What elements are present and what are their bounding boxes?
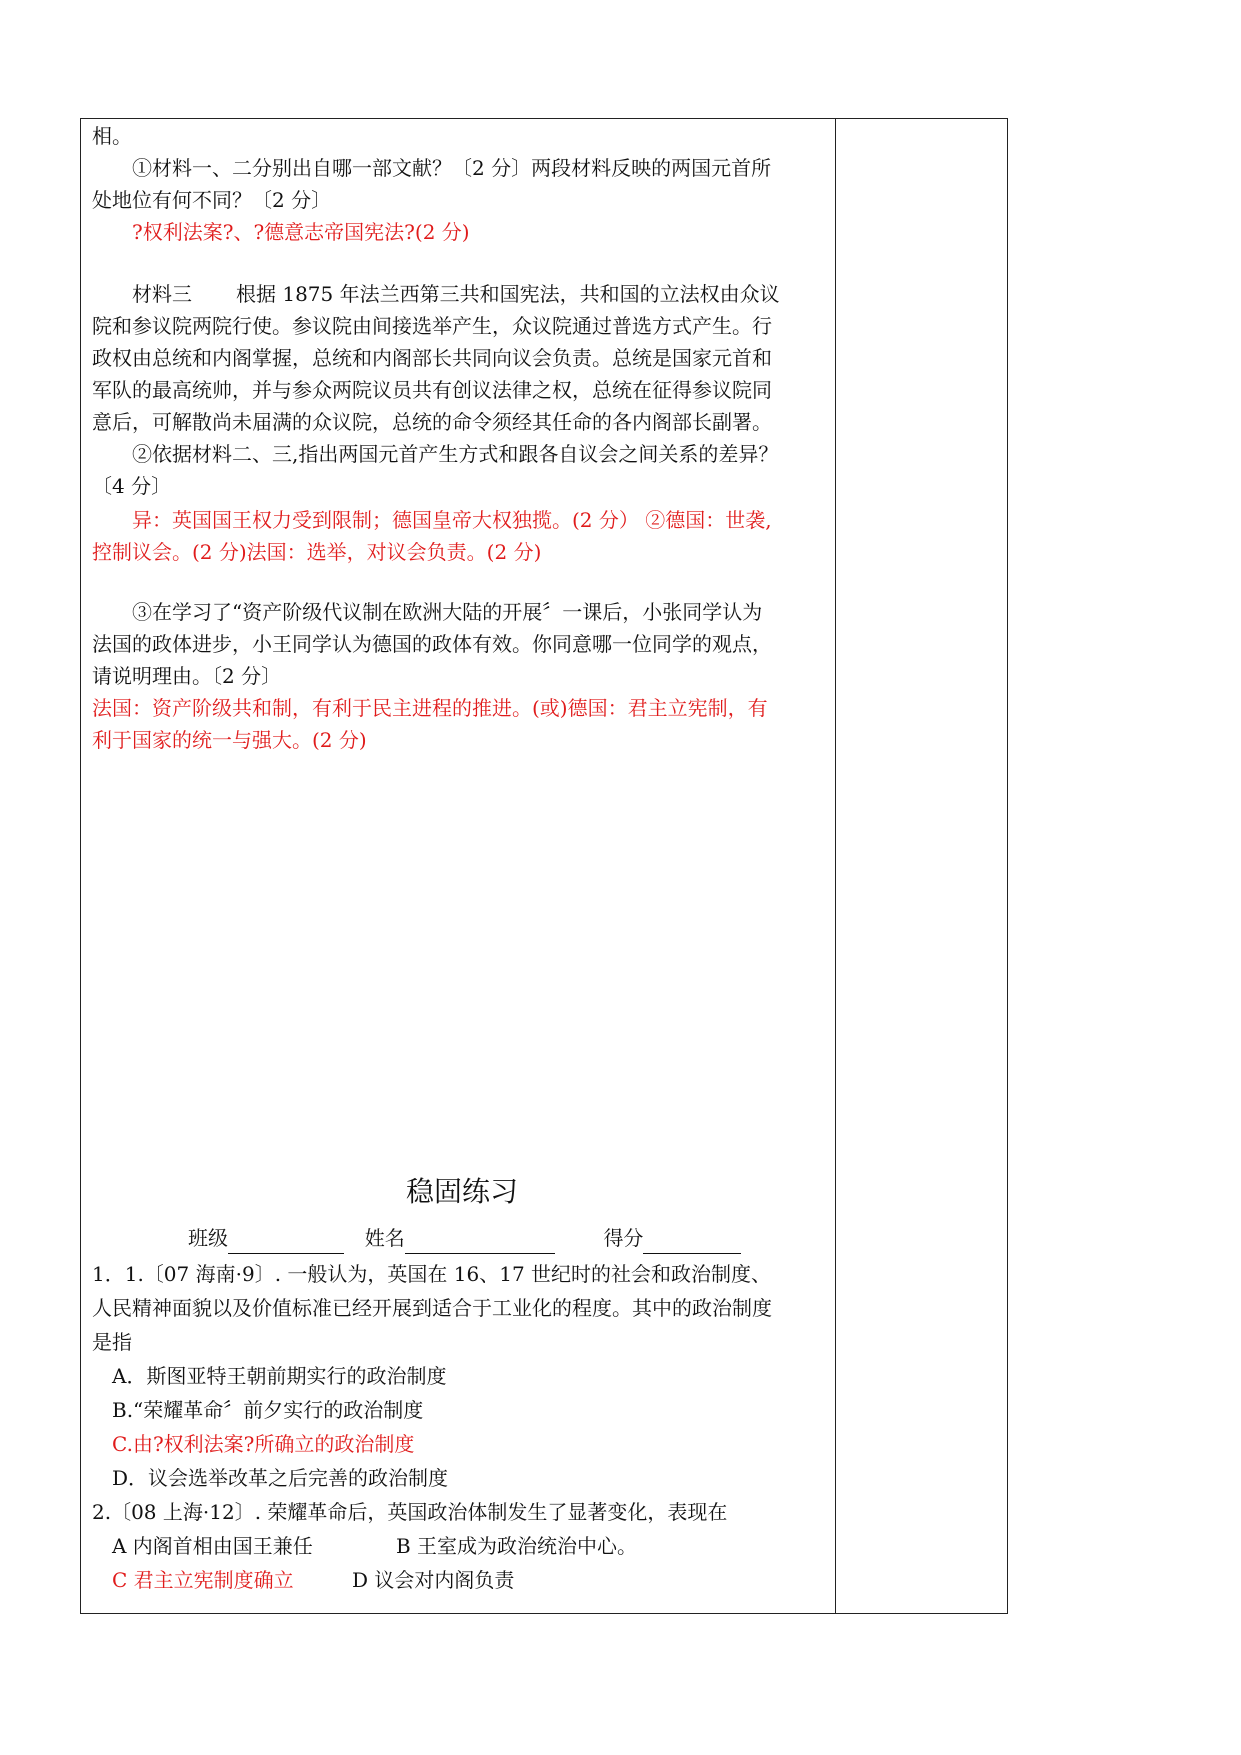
practice-q1-line-3: 是指	[92, 1330, 132, 1354]
name-blank[interactable]	[405, 1231, 555, 1254]
question-3-line-2: 法国的政体进步，小王同学认为德国的政体有效。你同意哪一位同学的观点，	[92, 632, 772, 656]
practice-q2-option-b: B 王室成为政治统治中心。	[396, 1534, 638, 1558]
practice-q1-line-2: 人民精神面貌以及价值标准已经开展到适合于工业化的程度。其中的政治制度	[92, 1296, 772, 1320]
student-info-line	[188, 1222, 741, 1254]
material-3-line-5: 意后，可解散尚未届满的众议院，总统的命令须经其任命的各内阁部长副署。	[92, 410, 772, 434]
material-3-line-2: 院和参议院两院行使。参议院由间接选举产生，众议院通过普选方式产生。行	[92, 314, 772, 338]
material-3-label: 材料三	[132, 282, 192, 306]
class-blank[interactable]	[228, 1231, 344, 1254]
practice-q1-option-d: D．议会选举改革之后完善的政治制度	[112, 1466, 449, 1490]
name-label: 姓名	[364, 1226, 405, 1250]
practice-title: 稳固练习	[405, 1175, 518, 1208]
material-3-line-4: 军队的最高统帅，并与参众两院议员共有创议法律之权，总统在征得参议院同	[92, 378, 772, 402]
practice-q1-line-1: 1．1.〔07 海南·9〕. 一般认为，英国在 16、17 世纪时的社会和政治制度、	[92, 1262, 772, 1286]
material-3-line-1	[132, 278, 780, 310]
question-1-line-2: 处地位有何不同？〔2 分〕	[92, 188, 332, 212]
question-1-line-1: ①材料一、二分别出自哪一部文献？〔2 分〕两段材料反映的两国元首所	[132, 156, 772, 180]
question-3-line-1: ③在学习了“资产阶级代议制在欧洲大陆的开展〞一课后，小张同学认为	[132, 600, 763, 624]
answer-3-line-2: 利于国家的统一与强大。(2 分)	[92, 728, 367, 752]
answer-3-line-1: 法国：资产阶级共和制，有利于民主进程的推进。(或)德国：君主立宪制，有	[92, 696, 768, 720]
question-2-line-2: 〔4 分〕	[92, 474, 172, 498]
practice-q2-line-1: 2.〔08 上海·12〕. 荣耀革命后，英国政治体制发生了显著变化，表现在	[92, 1500, 728, 1524]
answer-2-line-2: 控制议会。(2 分)法国：选举，对议会负责。(2 分)	[92, 540, 542, 564]
practice-q1-option-b: B.“荣耀革命〞前夕实行的政治制度	[112, 1398, 424, 1422]
practice-q1-option-c: C.由?权利法案?所确立的政治制度	[112, 1432, 415, 1456]
practice-q2-option-d: D 议会对内阁负责	[352, 1568, 515, 1592]
answer-2-line-1: 异：英国国王权力受到限制；德国皇帝大权独揽。(2 分） ②德国：世袭,	[132, 508, 772, 532]
practice-q2-option-c: C 君主立宪制度确立	[112, 1568, 294, 1592]
class-label: 班级	[188, 1226, 228, 1250]
material-3-text: 根据 1875 年法兰西第三共和国宪法，共和国的立法权由众议	[236, 282, 780, 306]
practice-q1-option-a: A．斯图亚特王朝前期实行的政治制度	[112, 1364, 447, 1388]
material-3-line-3: 政权由总统和内阁掌握，总统和内阁部长共同向议会负责。总统是国家元首和	[92, 346, 772, 370]
column-divider	[835, 118, 836, 1614]
score-label: 得分	[603, 1226, 644, 1250]
question-3-line-3: 请说明理由。〔2 分〕	[92, 664, 282, 688]
text-line: 相。	[92, 124, 132, 148]
answer-1: ?权利法案?、?德意志帝国宪法?(2 分)	[132, 220, 470, 244]
score-blank[interactable]	[643, 1231, 741, 1254]
practice-q2-option-a: A 内阁首相由国王兼任	[112, 1534, 313, 1558]
question-2-line-1: ②依据材料二、三,指出两国元首产生方式和跟各自议会之间关系的差异？	[132, 442, 779, 466]
